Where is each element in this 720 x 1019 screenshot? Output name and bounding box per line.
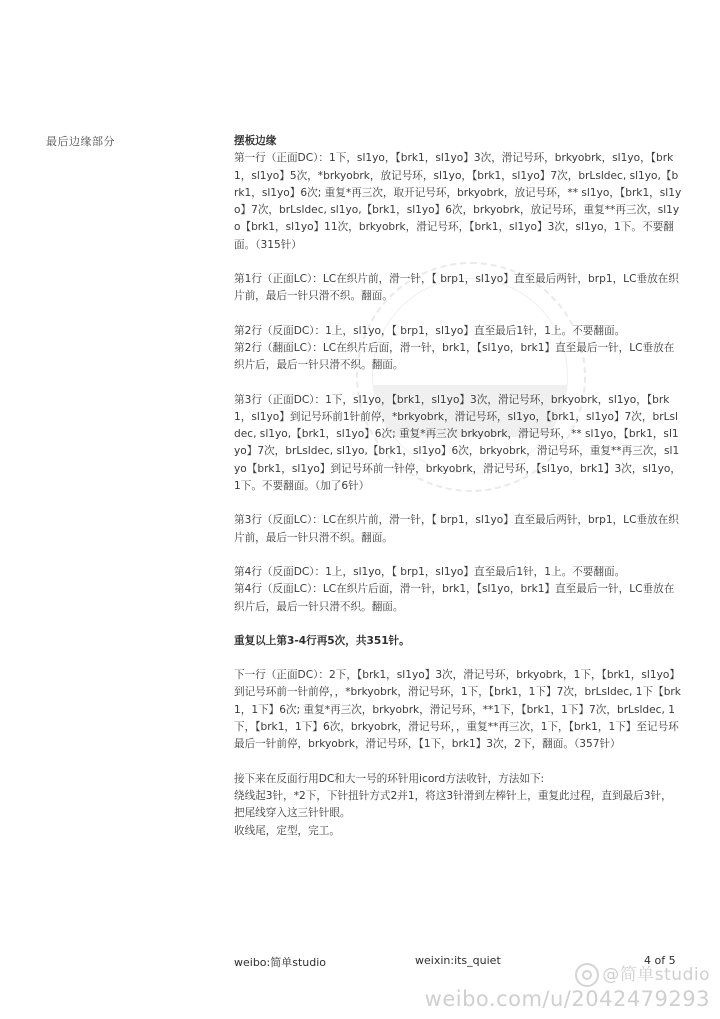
pattern-paragraph (234, 581, 682, 616)
pattern-paragraph (234, 323, 682, 340)
footer-weibo: weibo:简单studio (234, 956, 327, 969)
pattern-line: 第2行（翻面LC）：LC在织片后面，滑一针，brk1，【sl1yo，brk1】直至最后一针，LC垂放在织片后，最后一针只滑不织。翻面。 (234, 341, 675, 372)
pattern-paragraph (234, 392, 682, 496)
pattern-paragraph (234, 771, 682, 840)
pattern-line: 第4行（反面LC）：LC在织片后面，滑一针，brk1，【sl1yo，brk1】直至最后一针，LC垂放在织片后，最后一针只滑不织。翻面。 (234, 583, 675, 613)
pattern-paragraph (234, 271, 682, 306)
page-number: 4 of 5 (644, 954, 676, 967)
pattern-line: 绕线起3针，*2下，下针扭针方式2并1，将这3针滑到左棒针上，重复此过程，直到最后3针，把尾线穿入这三针针眼。 (234, 789, 672, 820)
pattern-line: 重复以上第3-4行再5次，共351针。 (234, 634, 410, 647)
pattern-content (234, 133, 682, 857)
pattern-line: 第4行（反面DC）：1上，sl1yo，【 brp1，sl1yo】直至最后1针，1上。不要翻面。 (234, 565, 626, 578)
pattern-line: 接下来在反面行用DC和大一号的环针用icord方法收针，方法如下: (234, 772, 545, 785)
pattern-paragraphs (234, 150, 682, 840)
corner-watermark-handle (425, 960, 710, 987)
pattern-paragraph (234, 633, 682, 650)
pattern-line: 第3行（反面LC）：LC在织片前，滑一针，【 brp1，sl1yo】直至最后两针，brp1，LC垂放在织片前，最后一针只滑不织。翻面。 (234, 514, 679, 544)
weibo-at-icon (575, 963, 599, 987)
pattern-line: 第1行（正面LC）：LC在织片前，滑一针，【 brp1，sl1yo】直至最后两针，brp1，LC垂放在织片前，最后一针只滑不织。翻面。 (234, 273, 679, 303)
pattern-paragraph (234, 667, 682, 753)
corner-watermark (425, 960, 710, 1011)
pattern-line: 收线尾，定型，完工。 (234, 824, 340, 837)
pattern-line: 第2行（反面DC）：1上，sl1yo，【 brp1，sl1yo】直至最后1针，1上。不要翻面。 (234, 324, 626, 337)
pattern-paragraph (234, 564, 682, 581)
section-side-label: 最后边缘部分 (46, 135, 115, 148)
section-title: 摆板边缘 (234, 135, 277, 147)
pattern-paragraph (234, 512, 682, 547)
footer-weixin: weixin:its_quiet (415, 954, 501, 967)
pattern-line: 第一行（正面DC）：1下，sl1yo，【brk1，sl1yo】3次，滑记号环，brkyobrk，sl1yo，【brk1，sl1yo】5次，*brkyobrk，放记号环，sl1yo，【brk1，sl1yo】7次，brLsldec, sl1yo,【brk1，sl1yo】6次; 重复*再三次，取开记号环，brkyobrk，放记号环，** sl1yo，【brk1，sl1yo】7次，brLsldec, sl1yo,【brk1，sl1yo】6次，brkyobrk，放记号环，重复**再三次，sl1yo【brk1，sl1yo】11次，brkyobrk，滑记号环，【brk1，sl1yo】3次，sl1yo，1下。不要翻面。（315针） (234, 152, 682, 251)
pattern-paragraph (234, 150, 682, 254)
pattern-line: 第3行（正面DC）：1下，sl1yo，【brk1，sl1yo】3次，滑记号环，brkyobrk，sl1yo，【brk1，sl1yo】到记号环前1针前停，*brkyobrk，滑记号环，sl1yo，【brk1，sl1yo】7次，brLsldec, sl1yo,【brk1，sl1yo】6次; 重复*再三次 brkyobrk，滑记号环，** sl1yo，【brk1，sl1yo】7次，brLsldec, sl1yo,【brk1，sl1yo】6次，brkyobrk，滑记号环，重复**再三次，sl1yo【brk1，sl1yo】到记号环前一针停，brkyobrk，滑记号环，【sl1yo，brk1】3次，sl1yo，1下。不要翻面。（加了6针） (234, 393, 682, 493)
pattern-paragraph (234, 340, 682, 375)
corner-watermark-handle-text: @简单studio (602, 965, 710, 985)
corner-watermark-url: weibo.com/u/2042479293 (424, 987, 710, 1011)
pattern-line: 下一行（正面DC）：2下，【brk1，sl1yo】3次，滑记号环，brkyobrk，1下，【brk1，sl1yo】到记号环前一针前停，，*brkyobrk，滑记号环，1下，【brk1，1下】7次，brLsldec, 1下【brk1，1下】6次; 重复*再三次，brkyobrk，滑记号环，**1下，【brk1，1下】7次，brLsldec, 1下，【brk1，1下】6次，brkyobrk，滑记号环，，重复**再三次，1下，【brk1，1下】至记号环最后一针前停，brkyobrk，滑记号环，【1下，brk1】3次，2下，翻面。（357针） (234, 669, 681, 751)
